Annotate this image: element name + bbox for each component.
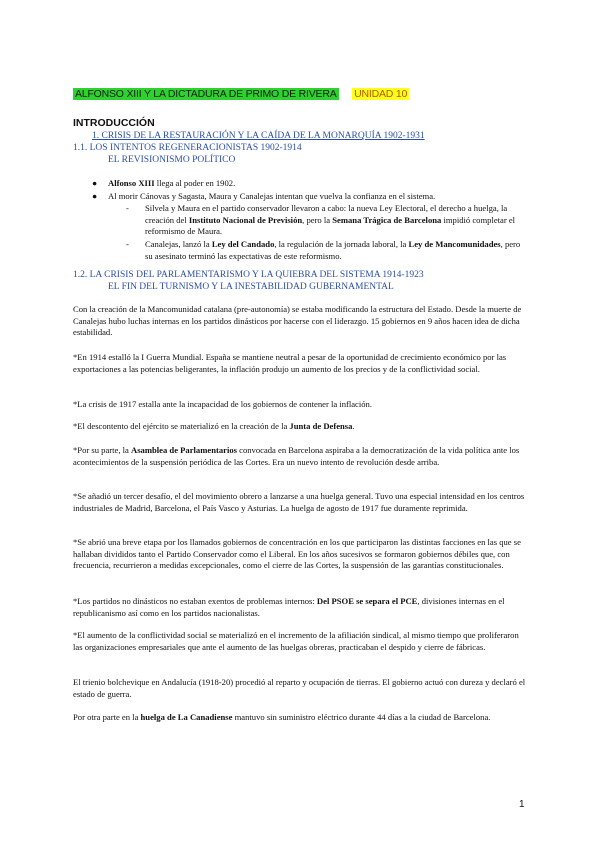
section-1-2-heading: 1.2. LA CRISIS DEL PARLAMENTARISMO Y LA QUIEBRA DEL SISTEMA 1914-1923 bbox=[73, 270, 424, 280]
section-1-2-subtitle: EL FIN DEL TURNISMO Y LA INESTABILIDAD GUBERNAMENTAL bbox=[108, 282, 394, 292]
paragraph-8: *Los partidos no dinásticos no estaban exentos de problemas internos: Del PSOE se separa el PCE, divisiones internas en el republicanismo así como en los partidos nacionalistas. bbox=[73, 596, 505, 618]
section-1-1-heading: 1.1. LOS INTENTOS REGENERACIONISTAS 1902-1914 bbox=[73, 143, 302, 153]
paragraph-10: El trienio bolchevique en Andalucía (1918-20) procedió al reparto y ocupación de tierras. El gobierno actuó con dureza y declaró el estado de guerra. bbox=[73, 677, 526, 699]
paragraph-11: Por otra parte en la huelga de La Canadiense mantuvo sin suministro eléctrico durante 44 días a la ciudad de Barcelona. bbox=[73, 712, 491, 722]
paragraph-6: *Se añadió un tercer desafío, el del movimiento obrero a lanzarse a una huelga general. Tuvo una especial intensidad en los centros industriales de Madrid, Barcelona, el País Vasco y Asturias. La huelga de agosto de 1917 fue duramente reprimida. bbox=[73, 491, 525, 513]
paragraph-3: *La crisis de 1917 estalla ante la incapacidad de los gobiernos de contener la inflación. bbox=[73, 399, 372, 409]
paragraph-1: Con la creación de la Mancomunidad catalana (pre-autonomía) se estaba modificando la estructura del Estado. Desde la muerte de Canalejas hubo luchas internas en los partidos dinásticos por hacerse con el liderazgo. 15 gobiernos en 9 años hacen idea de dicha estabilidad. bbox=[73, 304, 522, 338]
bullet-icon: ● bbox=[92, 190, 98, 201]
paragraph-5: *Por su parte, la Asamblea de Parlamentarios convocada en Barcelona aspiraba a la democratización de la vida política ante los acontecimientos de la suspensión periódica de las Cortes. Era un nuevo intento de revolución desde arriba. bbox=[73, 445, 520, 467]
title-unit: UNIDAD 10 bbox=[354, 88, 408, 100]
document-title bbox=[73, 88, 409, 100]
bullet-icon: ● bbox=[92, 178, 98, 188]
intro-heading: INTRODUCCIÓN bbox=[73, 117, 155, 129]
paragraph-9: *El aumento de la conflictividad social se materializó en el incremento de la afiliación sindical, al mismo tiempo que proliferaron las organizaciones empresariales que ante el aumento de las huelgas obreras, practicaban el despido y cierre de fábricas. bbox=[73, 630, 519, 652]
paragraph-2: *En 1914 estalló la I Guerra Mundial. España se mantiene neutral a pesar de la oportunidad de crecimiento económico por las exportaciones a las potencias beligerantes, la inflación produjo un aumento de los precios y de la conflictividad social. bbox=[73, 352, 507, 374]
section-1-1-subtitle: EL REVISIONISMO POLÍTICO bbox=[108, 155, 236, 165]
sub-bullet-item: - Silvela y Maura en el partido conservador llevaron a cabo: la nueva Ley Electoral, el derecho a huelga, la creación del Instituto Nacional de Previsión, pero la Semana Trágica de Barcelona impidió completar el reformismo de Maura. bbox=[126, 203, 516, 237]
dash-icon: - bbox=[126, 238, 129, 249]
paragraph-7: *Se abrió una breve etapa por los llamados gobiernos de concentración en los que participaron las distintas facciones en las que se hallaban divididos tanto el Partido Conservador como el Liberal. En los años sucesivos se formaron gobiernos débiles que, con frecuencia, recurrieron a medidas excepcionales, como el cierre de las Cortes, la suspensión de las garantías constitucionales. bbox=[73, 537, 521, 571]
page-number: 1 bbox=[519, 799, 525, 810]
bullet-list bbox=[92, 178, 522, 262]
section-1-heading: 1. CRISIS DE LA RESTAURACIÓN Y LA CAÍDA DE LA MONARQUÍA 1902-1931 bbox=[92, 131, 425, 141]
paragraph-4: *El descontento del ejército se materializó en la creación de la Junta de Defensa. bbox=[73, 421, 355, 431]
sub-bullet-item: - Canalejas, lanzó la Ley del Candado, la regulación de la jornada laboral, la Ley de Mancomunidades, pero su asesinato terminó las expectativas de este reformismo. bbox=[126, 238, 521, 261]
dash-icon: - bbox=[126, 203, 129, 214]
bullet-item: ● Al morir Cánovas y Sagasta, Maura y Canalejas intentan que vuelva la confianza en el sistema. bbox=[92, 190, 436, 201]
bullet-item: ● Alfonso XIII llega al poder en 1902. bbox=[92, 178, 236, 188]
title-main: ALFONSO XIII Y LA DICTADURA DE PRIMO DE RIVERA bbox=[75, 88, 337, 100]
